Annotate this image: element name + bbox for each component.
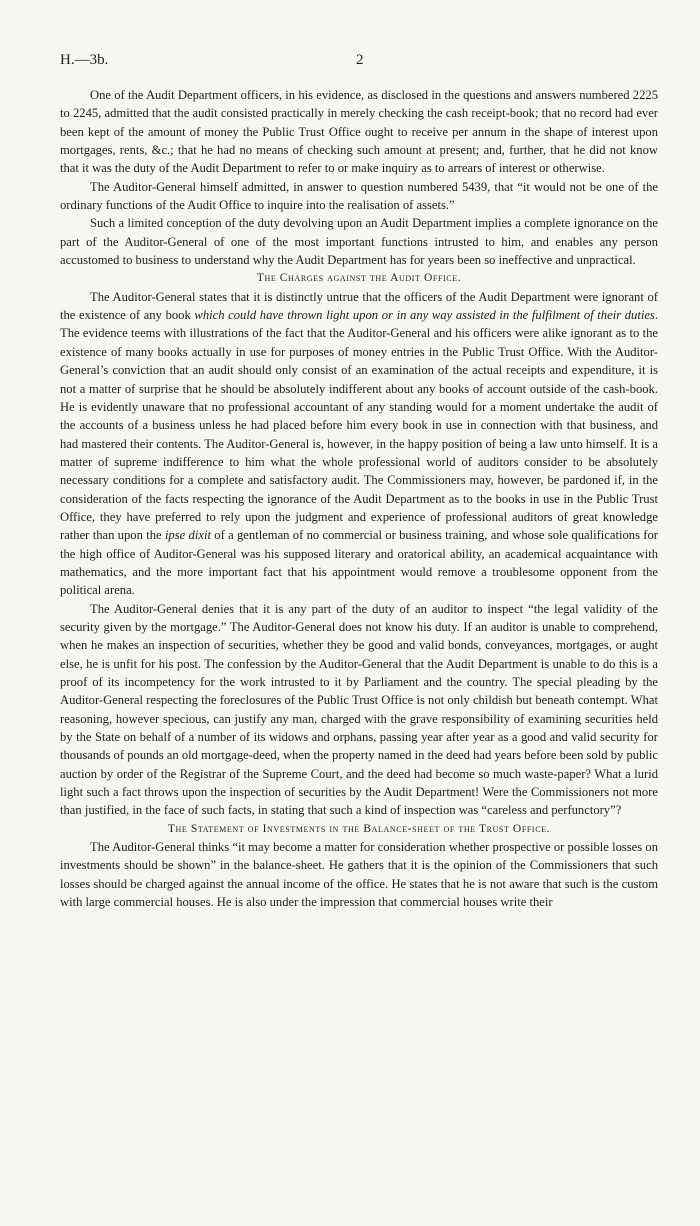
paragraph-4-part-b: . The evidence teems with illustrations of the fact that the Auditor-General and his officers were alike ignorant as to the existence of many books actually in use for purposes of money entries in the Public Trust Office. With the Auditor-General’s conviction that an audit should only consist of an examination of the actual receipts and expenditure, it is not a matter of surprise that he should be absolutely indifferent about any books of account outside of the cash-book. He is evidently unaware that no professional accountant of any standing would for a moment undertake the audit of the accounts of a business unless he had placed before him every book in use in connection with that business, and had mastered their contents. The Auditor-General is, however, in the happy position of being a law unto himself. It is a matter of supreme indifference to him what the whole professional world of auditors consider to be absolutely necessary conditions for a complete and satisfactory audit. The Commissioners may, however, be pardoned if, in the consideration of the facts respecting the ignorance of the Audit Department as to the books in use in the Public Trust Office, they have preferred to rely upon the judgment and experience of professional auditors of great knowledge rather than upon the <box>60 308 658 543</box>
paragraph-1: One of the Audit Department officers, in his evidence, as disclosed in the questions and answers numbered 2225 to 2245, admitted that the audit consisted practically in merely checking the cash receipt-book; that no record had ever been kept of the amount of money the Public Trust Office ought to receive per annum in the shape of interest upon mortgages, rents, &c.; that he had no means of checking such amount at present; and, further, that he did not know that it was the duty of the Audit Department to refer to or make inquiry as to arrears of interest or otherwise. <box>60 88 658 176</box>
paragraph-4-part-c: of a gentleman of no commercial or business training, and whose sole qualifications for the high office of Auditor-General was his supposed literary and oratorical ability, an academical acquaintance with mathematics, and the more important fact that his appointment would remove a troublesome opponent from the political arena. <box>60 528 658 598</box>
section-heading-investments: The Statement of Investments in the Balance-sheet of the Trust Office. <box>167 822 551 835</box>
paragraph-4-part-a: The Auditor-General states that it is distinctly untrue that the officers of the Audit Department were ignorant of the existence of any book <box>60 289 658 323</box>
page-number: 2 <box>356 52 364 68</box>
paragraph-4-italic: which could have thrown light upon or in any way assisted in the fulfilment of their duties <box>194 308 655 323</box>
page-header <box>60 52 658 72</box>
paragraph-4 <box>60 288 658 600</box>
paragraph-2: The Auditor-General himself admitted, in answer to question numbered 5439, that “it would not be one of the ordinary functions of the Audit Office to inquire into the realisation of assets.” <box>60 179 658 213</box>
document-reference: H.—3b. <box>60 52 109 68</box>
paragraph-5: The Auditor-General denies that it is any part of the duty of an auditor to inspect “the legal validity of the security given by the mortgage.” The Auditor-General does not know his duty. If an auditor is unable to comprehend, when he makes an inspection of securities, whether they be good and valid bonds, conveyances, mortgages, or aught else, he is unfit for his post. The confession by the Auditor-General that the Audit Department is unable to do this is a proof of its incompetency for the work intrusted to it by Parliament and the country. The special pleading by the Auditor-General respecting the foreclosures of the Public Trust Office is not only childish but beneath contempt. What reasoning, however specious, can justify any man, charged with the grave responsibility of examining securities held by the State on behalf of a number of its widows and orphans, passing year after year as a good and valid security for thousands of pounds an old mortgage-deed, when the property named in the deed had years before been sold by public auction by order of the Registrar of the Supreme Court, and the deed had become so much waste-paper? What a lurid light such a fact throws upon the inspection of securities by the Audit Department! Were the Commissioners not more than justified, in the face of such facts, in stating that such a kind of inspection was “careless and perfunctory”? <box>60 601 658 818</box>
paragraph-6: The Auditor-General thinks “it may become a matter for consideration whether prospective or possible losses on investments should be shown” in the balance-sheet. He gathers that it is the opinion of the Commissioners that such losses should be charged against the annual income of the office. He states that he is not aware that such is the custom with large commercial houses. He is also under the impression that commercial houses write their <box>60 840 658 910</box>
document-body <box>60 86 658 911</box>
paragraph-3: Such a limited conception of the duty devolving upon an Audit Department implies a complete ignorance on the part of the Auditor-General of one of the most important functions intrusted to him, and enables any person accustomed to business to understand why the Audit Department has for years been so ineffective and unpractical. <box>60 216 658 268</box>
paragraph-4-italic-2: ipse dixit <box>164 528 211 543</box>
section-heading-audit-office: The Charges against the Audit Office. <box>256 272 462 285</box>
